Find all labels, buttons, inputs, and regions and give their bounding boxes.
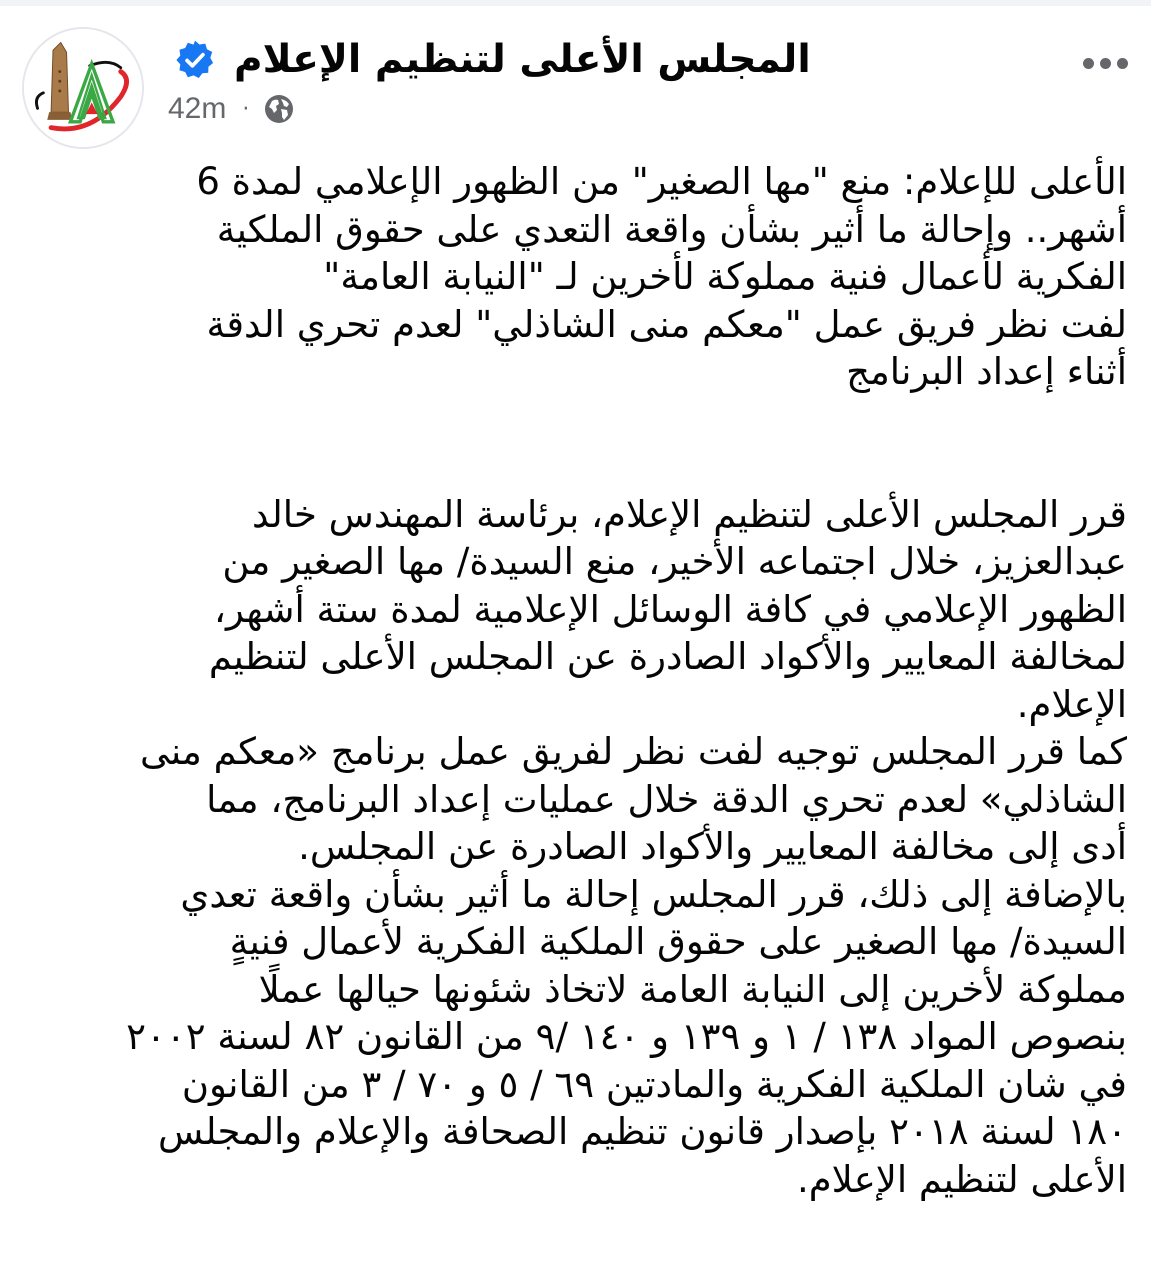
paragraph-gap: [17, 396, 1127, 491]
page-name-link[interactable]: المجلس الأعلى لتنظيم الإعلام: [234, 37, 811, 82]
post-text: [17, 158, 1127, 1203]
body-line: كما قرر المجلس توجيه لفت نظر لفريق عمل برنامج «معكم منى: [139, 730, 1127, 773]
verified-badge-icon: [174, 39, 216, 81]
body-line: قرر المجلس الأعلى لتنظيم الإعلام، برئاسة المهندس خالد: [252, 492, 1127, 536]
body-line: بالإضافة إلى ذلك، قرر المجلس إحالة ما أثير بشأن واقعة تعدي: [180, 872, 1127, 916]
post-body-text: [17, 491, 1127, 1204]
body-line: أدى إلى مخالفة المعايير والأكواد الصادرة عن المجلس.: [298, 825, 1127, 868]
post-meta: [168, 88, 295, 130]
body-line: السيدة/ مها الصغير على حقوق الملكية الفكرية لأعمال فنيةٍ: [229, 920, 1127, 963]
body-line: الإعلام.: [1016, 682, 1127, 726]
more-options-icon: [1100, 58, 1111, 69]
post-header: [0, 0, 1151, 150]
council-logo-icon: [24, 29, 142, 147]
headline-line: أشهر.. وإحالة ما أثير بشأن واقعة التعدي على حقوق الملكية: [216, 207, 1127, 251]
headline-line: الفكرية لأعمال فنية مملوكة لأخرين لـ "النيابة العامة": [323, 255, 1127, 298]
author-row: [170, 28, 811, 92]
body-line: بنصوص المواد ١٣٨ / ١ و ١٣٩ و ١٤٠ /٩ من القانون ٨٢ لسنة ٢٠٠٢: [126, 1015, 1127, 1058]
headline-line: أثناء إعداد البرنامج: [846, 350, 1127, 393]
avatar[interactable]: [22, 27, 144, 149]
body-line: عبدالعزيز، خلال اجتماعه الأخير، منع السيدة/ مها الصغير من: [222, 540, 1127, 583]
body-line: الأعلى لتنظيم الإعلام.: [796, 1157, 1127, 1201]
post-headline: [17, 158, 1127, 396]
post-timestamp[interactable]: 42m: [168, 92, 227, 125]
headline-line: الأعلى للإعلام: منع "مها الصغير" من الظهور الإعلامي لمدة 6: [196, 160, 1127, 203]
body-line: ١٨٠ لسنة ٢٠١٨ بإصدار قانون تنظيم الصحافة والإعلام والمجلس: [158, 1110, 1127, 1153]
more-options-icon: [1117, 58, 1128, 69]
body-line: مملوكة لأخرين إلى النيابة العامة لاتخاذ شئونها حيالها عملًا: [258, 967, 1127, 1011]
headline-line: لفت نظر فريق عمل "معكم منى الشاذلي" لعدم تحري الدقة: [206, 302, 1127, 346]
body-line: في شان الملكية الفكرية والمادتين ٦٩ / ٥ و ٧٠ / ٣ من القانون: [181, 1062, 1127, 1106]
meta-separator: ·: [242, 96, 250, 122]
body-line: الشاذلي» لعدم تحري الدقة خلال عمليات إعداد البرنامج، مما: [206, 777, 1127, 821]
body-line: لمخالفة المعايير والأكواد الصادرة عن المجلس الأعلى لتنظيم: [208, 635, 1127, 678]
more-options-button[interactable]: [1077, 46, 1133, 80]
body-line: الظهور الإعلامي في كافة الوسائل الإعلامية لمدة ستة أشهر،: [214, 587, 1127, 631]
globe-icon[interactable]: [263, 93, 295, 125]
more-options-icon: [1083, 58, 1094, 69]
